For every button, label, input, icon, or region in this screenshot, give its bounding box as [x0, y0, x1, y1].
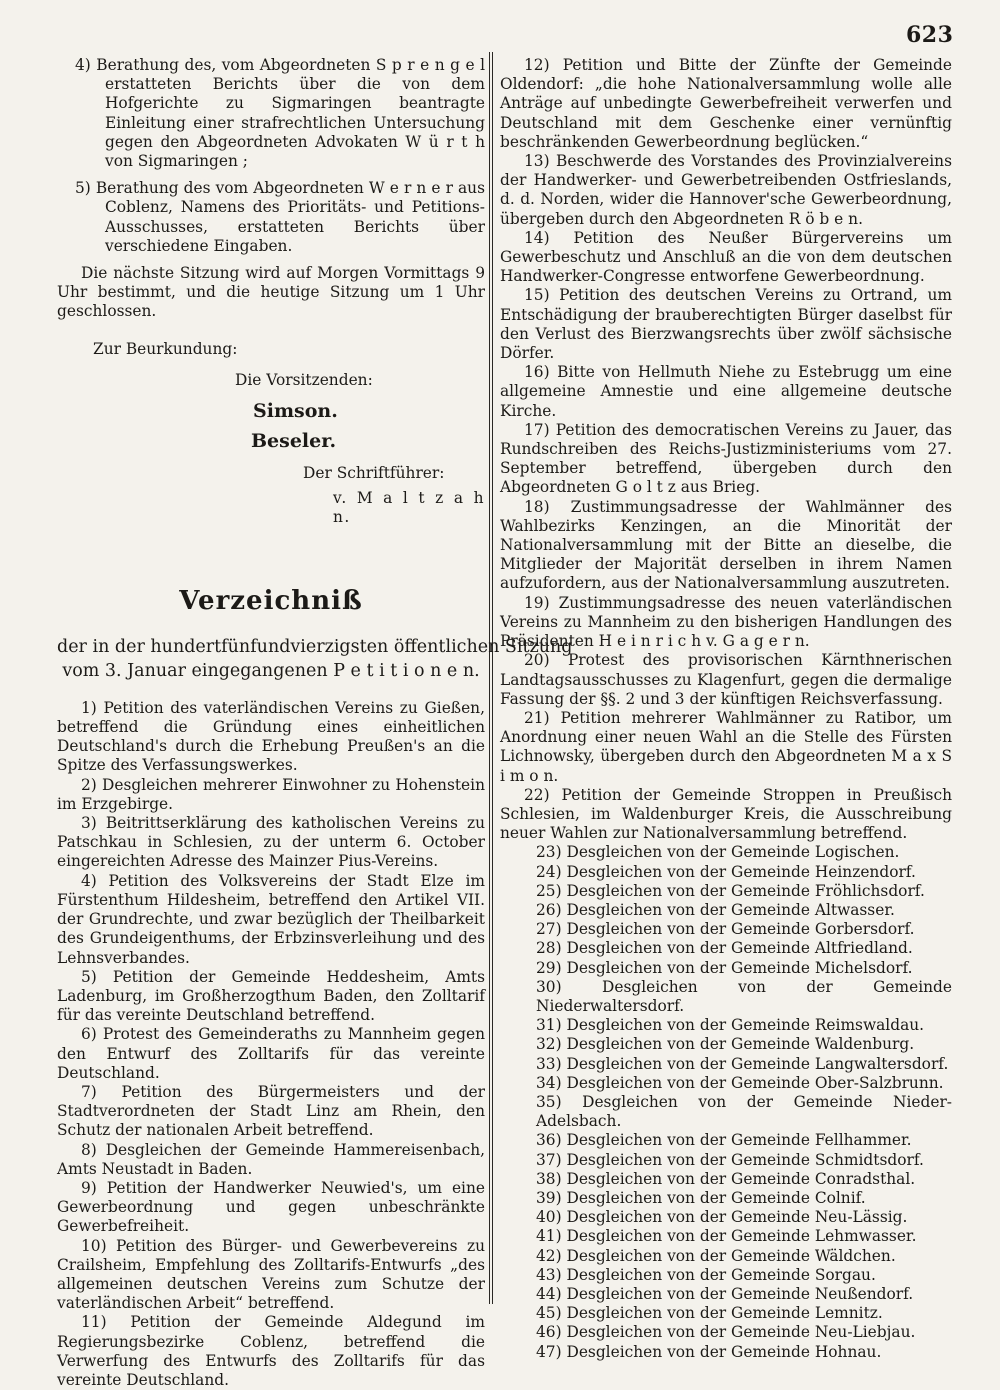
short-entry: 23) Desgleichen von der Gemeinde Logischen.: [536, 843, 900, 862]
petition-entry: 12) Petition und Bitte der Zünfte der Gemeinde Oldendorf: „die hohe Nationalversammlung wolle alle Anträge auf unbedingte Gewerbefreiheit verwerfen und Deutschland mit dem Geschenke einer vernünftig beschränkenden Gewerbeordnung beglücken.“: [500, 56, 952, 151]
secretary-signature: v. M a l t z a h n.: [333, 489, 485, 527]
petition-entry: 21) Petition mehrerer Wahlmänner zu Ratibor, um Anordnung einer neuen Wahl an die Stelle des Fürsten Lichnowsky, übergeben durch den Abgeordneten M a x S i m o n.: [500, 708, 952, 785]
chair-signature: Simson.: [253, 400, 338, 423]
column-divider: [489, 52, 493, 1304]
petition-entry: 1) Petition des vaterländischen Vereins zu Gießen, betreffend die Gründung eines einheitlichen Deutschland's durch die Erhebung Preußen's an die Spitze des Verfassungswerkes.: [57, 698, 485, 775]
short-entry: 44) Desgleichen von der Gemeinde Neußendorf.: [536, 1285, 914, 1303]
short-entry: 40) Desgleichen von der Gemeinde Neu-Lässig.: [536, 1208, 908, 1227]
secretary-label: Der Schriftführer:: [303, 464, 445, 483]
attestation-label: Zur Beurkundung:: [93, 339, 238, 358]
petition-entry: 20) Protest des provisorischen Kärnthnerischen Landtagsausschusses zu Klagenfurt, gegen die dermalige Fassung der §§. 2 und 3 der künftigen Reichsverfassung.: [500, 651, 952, 708]
short-entry: 41) Desgleichen von der Gemeinde Lehmwasser.: [536, 1227, 917, 1246]
short-entry: 35) Desgleichen von der Gemeinde Nieder-Adelsbach.: [536, 1092, 952, 1131]
short-entry: 24) Desgleichen von der Gemeinde Heinzendorf.: [536, 862, 916, 881]
petition-entry: 19) Zustimmungsadresse des neuen vaterländischen Vereins zu Mannheim zu den bisherigen Handlungen des Präsidenten H e i n r i c h v. G a g e r n.: [500, 593, 952, 651]
short-entry-list: [500, 843, 952, 1361]
short-entry: 34) Desgleichen von der Gemeinde Ober-Salzbrunn.: [536, 1073, 944, 1092]
agenda-item: 5) Berathung des vom Abgeordneten W e r n e r aus Coblenz, Namens des Prioritäts- und Petitions-Ausschusses, erstatteten Berichts über verschiedene Eingaben.: [75, 179, 485, 255]
closing-note: Die nächste Sitzung wird auf Morgen Vormittags 9 Uhr bestimmt, und die heutige Sitzung um 1 Uhr geschlossen.: [57, 264, 485, 321]
petition-entry: 22) Petition der Gemeinde Stroppen in Preußisch Schlesien, im Waldenburger Kreis, die Ausschreibung neuer Wahlen zur Nationalversammlung betreffend.: [500, 785, 952, 843]
short-entry: 26) Desgleichen von der Gemeinde Altwasser.: [536, 900, 895, 919]
right-column: [500, 56, 952, 1362]
petition-entry: 13) Beschwerde des Vorstandes des Provinzialvereins der Handwerker- und Gewerbetreibenden Ostfrieslands, d. d. Norden, wider die Hannover'sche Gewerbeordnung, übergeben durch den Abgeordneten R ö b e n.: [500, 152, 952, 228]
left-column: [57, 56, 573, 1390]
petition-entry: 4) Petition des Volksvereins der Stadt Elze im Fürstenthum Hildesheim, betreffend den Artikel VII. der Grundrechte, und zwar bezüglich der Theilbarkeit des Grundeigenthums, der Erbzinsverleihung und des Lehnsverbandes.: [57, 871, 485, 967]
petition-entry: 11) Petition der Gemeinde Aldegund im Regierungsbezirke Coblenz, betreffend die Verwerfung des Entwurfs des Zolltarifs für das vereinte Deutschland.: [57, 1313, 485, 1389]
short-entry: 46) Desgleichen von der Gemeinde Neu-Liebjau.: [536, 1323, 916, 1342]
petition-list: [57, 699, 485, 1390]
short-entry: 43) Desgleichen von der Gemeinde Sorgau.: [536, 1265, 876, 1284]
short-entry: 37) Desgleichen von der Gemeinde Schmidtsdorf.: [536, 1150, 924, 1169]
short-entry: 30) Desgleichen von der Gemeinde Niederwaltersdorf.: [536, 977, 952, 1015]
petition-entry: 6) Protest des Gemeinderaths zu Mannheim gegen den Entwurf des Zolltarifs für das vereinte Deutschland.: [57, 1025, 485, 1082]
petition-entry: 8) Desgleichen der Gemeinde Hammereisenbach, Amts Neustadt in Baden.: [57, 1140, 485, 1178]
petition-entry: 2) Desgleichen mehrerer Einwohner zu Hohenstein im Erzgebirge.: [57, 775, 485, 813]
section-subheading: vom 3. Januar eingegangenen P e t i t i o n e n.: [62, 660, 480, 681]
petition-entry: 10) Petition des Bürger- und Gewerbevereins zu Crailsheim, Empfehlung des Zolltarifs-Entwurfs „des allgemeinen deutschen Vereins zum Schutze der vaterländischen Arbeit“ betreffend.: [57, 1236, 485, 1313]
short-entry: 47) Desgleichen von der Gemeinde Hohnau.: [536, 1342, 882, 1361]
short-entry: 31) Desgleichen von der Gemeinde Reimswaldau.: [536, 1016, 925, 1035]
chair-signature: Beseler.: [251, 430, 337, 453]
page-number: 623: [906, 22, 954, 48]
short-entry: 45) Desgleichen von der Gemeinde Lemnitz.: [536, 1304, 883, 1323]
petition-entry: 17) Petition des democratischen Vereins zu Jauer, das Rundschreiben des Reichs-Justizministeriums vom 27. September betreffend, übergeben durch den Abgeordneten G o l t z aus Brieg.: [500, 420, 952, 497]
short-entry: 25) Desgleichen von der Gemeinde Fröhlichsdorf.: [536, 881, 925, 900]
short-entry: 32) Desgleichen von der Gemeinde Waldenburg.: [536, 1035, 915, 1054]
petition-entry: 18) Zustimmungsadresse der Wahlmänner des Wahlbezirks Kenzingen, an die Minorität der Nationalversammlung mit der Bitte an dieselbe, die Mitglieder der Majorität derselben in ihrem Namen aufzufordern, aus der Nationalversammlung auszutreten.: [500, 497, 952, 593]
short-entry: 28) Desgleichen von der Gemeinde Altfriedland.: [536, 939, 913, 958]
petition-entry: 14) Petition des Neußer Bürgervereins um Gewerbeschutz und Anschluß an die von dem deutschen Handwerker-Congresse entworfene Gewerbeordnung.: [500, 228, 952, 286]
petition-entry: 15) Petition des deutschen Vereins zu Ortrand, um Entschädigung der brauberechtigten Bürger daselbst für den Verlust des Bierzwangsrechts über zwölf sächsische Dörfer.: [500, 286, 952, 363]
short-entry: 42) Desgleichen von der Gemeinde Wäldchen.: [536, 1246, 896, 1265]
short-entry: 38) Desgleichen von der Gemeinde Conradsthal.: [536, 1169, 916, 1188]
petition-entry: 9) Petition der Handwerker Neuwied's, um eine Gewerbeordnung und gegen unbeschränkte Gewerbefreiheit.: [57, 1178, 485, 1236]
section-subheading: der in der hundertfünfundvierzigsten öffentlichen Sitzung: [57, 636, 573, 657]
short-entry: 27) Desgleichen von der Gemeinde Gorbersdorf.: [536, 920, 915, 939]
petition-entry: 16) Bitte von Hellmuth Niehe zu Estebrugg um eine allgemeine Amnestie und eine allgemeine deutsche Kirche.: [500, 363, 952, 420]
chairs-label: Die Vorsitzenden:: [235, 370, 373, 389]
short-entry: 36) Desgleichen von der Gemeinde Fellhammer.: [536, 1131, 912, 1150]
section-heading: Verzeichniß: [179, 585, 363, 616]
petition-entry: 7) Petition des Bürgermeisters und der Stadtverordneten der Stadt Linz am Rhein, den Schutz der nationalen Arbeit betreffend.: [57, 1082, 485, 1140]
short-entry: 39) Desgleichen von der Gemeinde Colnif.: [536, 1188, 866, 1207]
short-entry: 29) Desgleichen von der Gemeinde Michelsdorf.: [536, 958, 913, 977]
agenda-item: 4) Berathung des, vom Abgeordneten S p r e n g e l erstatteten Berichts über die von dem Hofgerichte zu Sigmaringen beantragte Einleitung einer strafrechtlichen Untersuchung gegen den Abgeordneten Advokaten W ü r t h von Sigmaringen ;: [75, 56, 485, 171]
short-entry: 33) Desgleichen von der Gemeinde Langwaltersdorf.: [536, 1054, 949, 1073]
petition-entry: 3) Beitrittserklärung des katholischen Vereins zu Patschkau in Schlesien, zu der unterm 6. October eingereichten Adresse des Mainzer Pius-Vereins.: [57, 814, 485, 871]
petition-entry: 5) Petition der Gemeinde Heddesheim, Amts Ladenburg, im Großherzogthum Baden, den Zolltarif für das vereinte Deutschland betreffend.: [57, 967, 485, 1025]
